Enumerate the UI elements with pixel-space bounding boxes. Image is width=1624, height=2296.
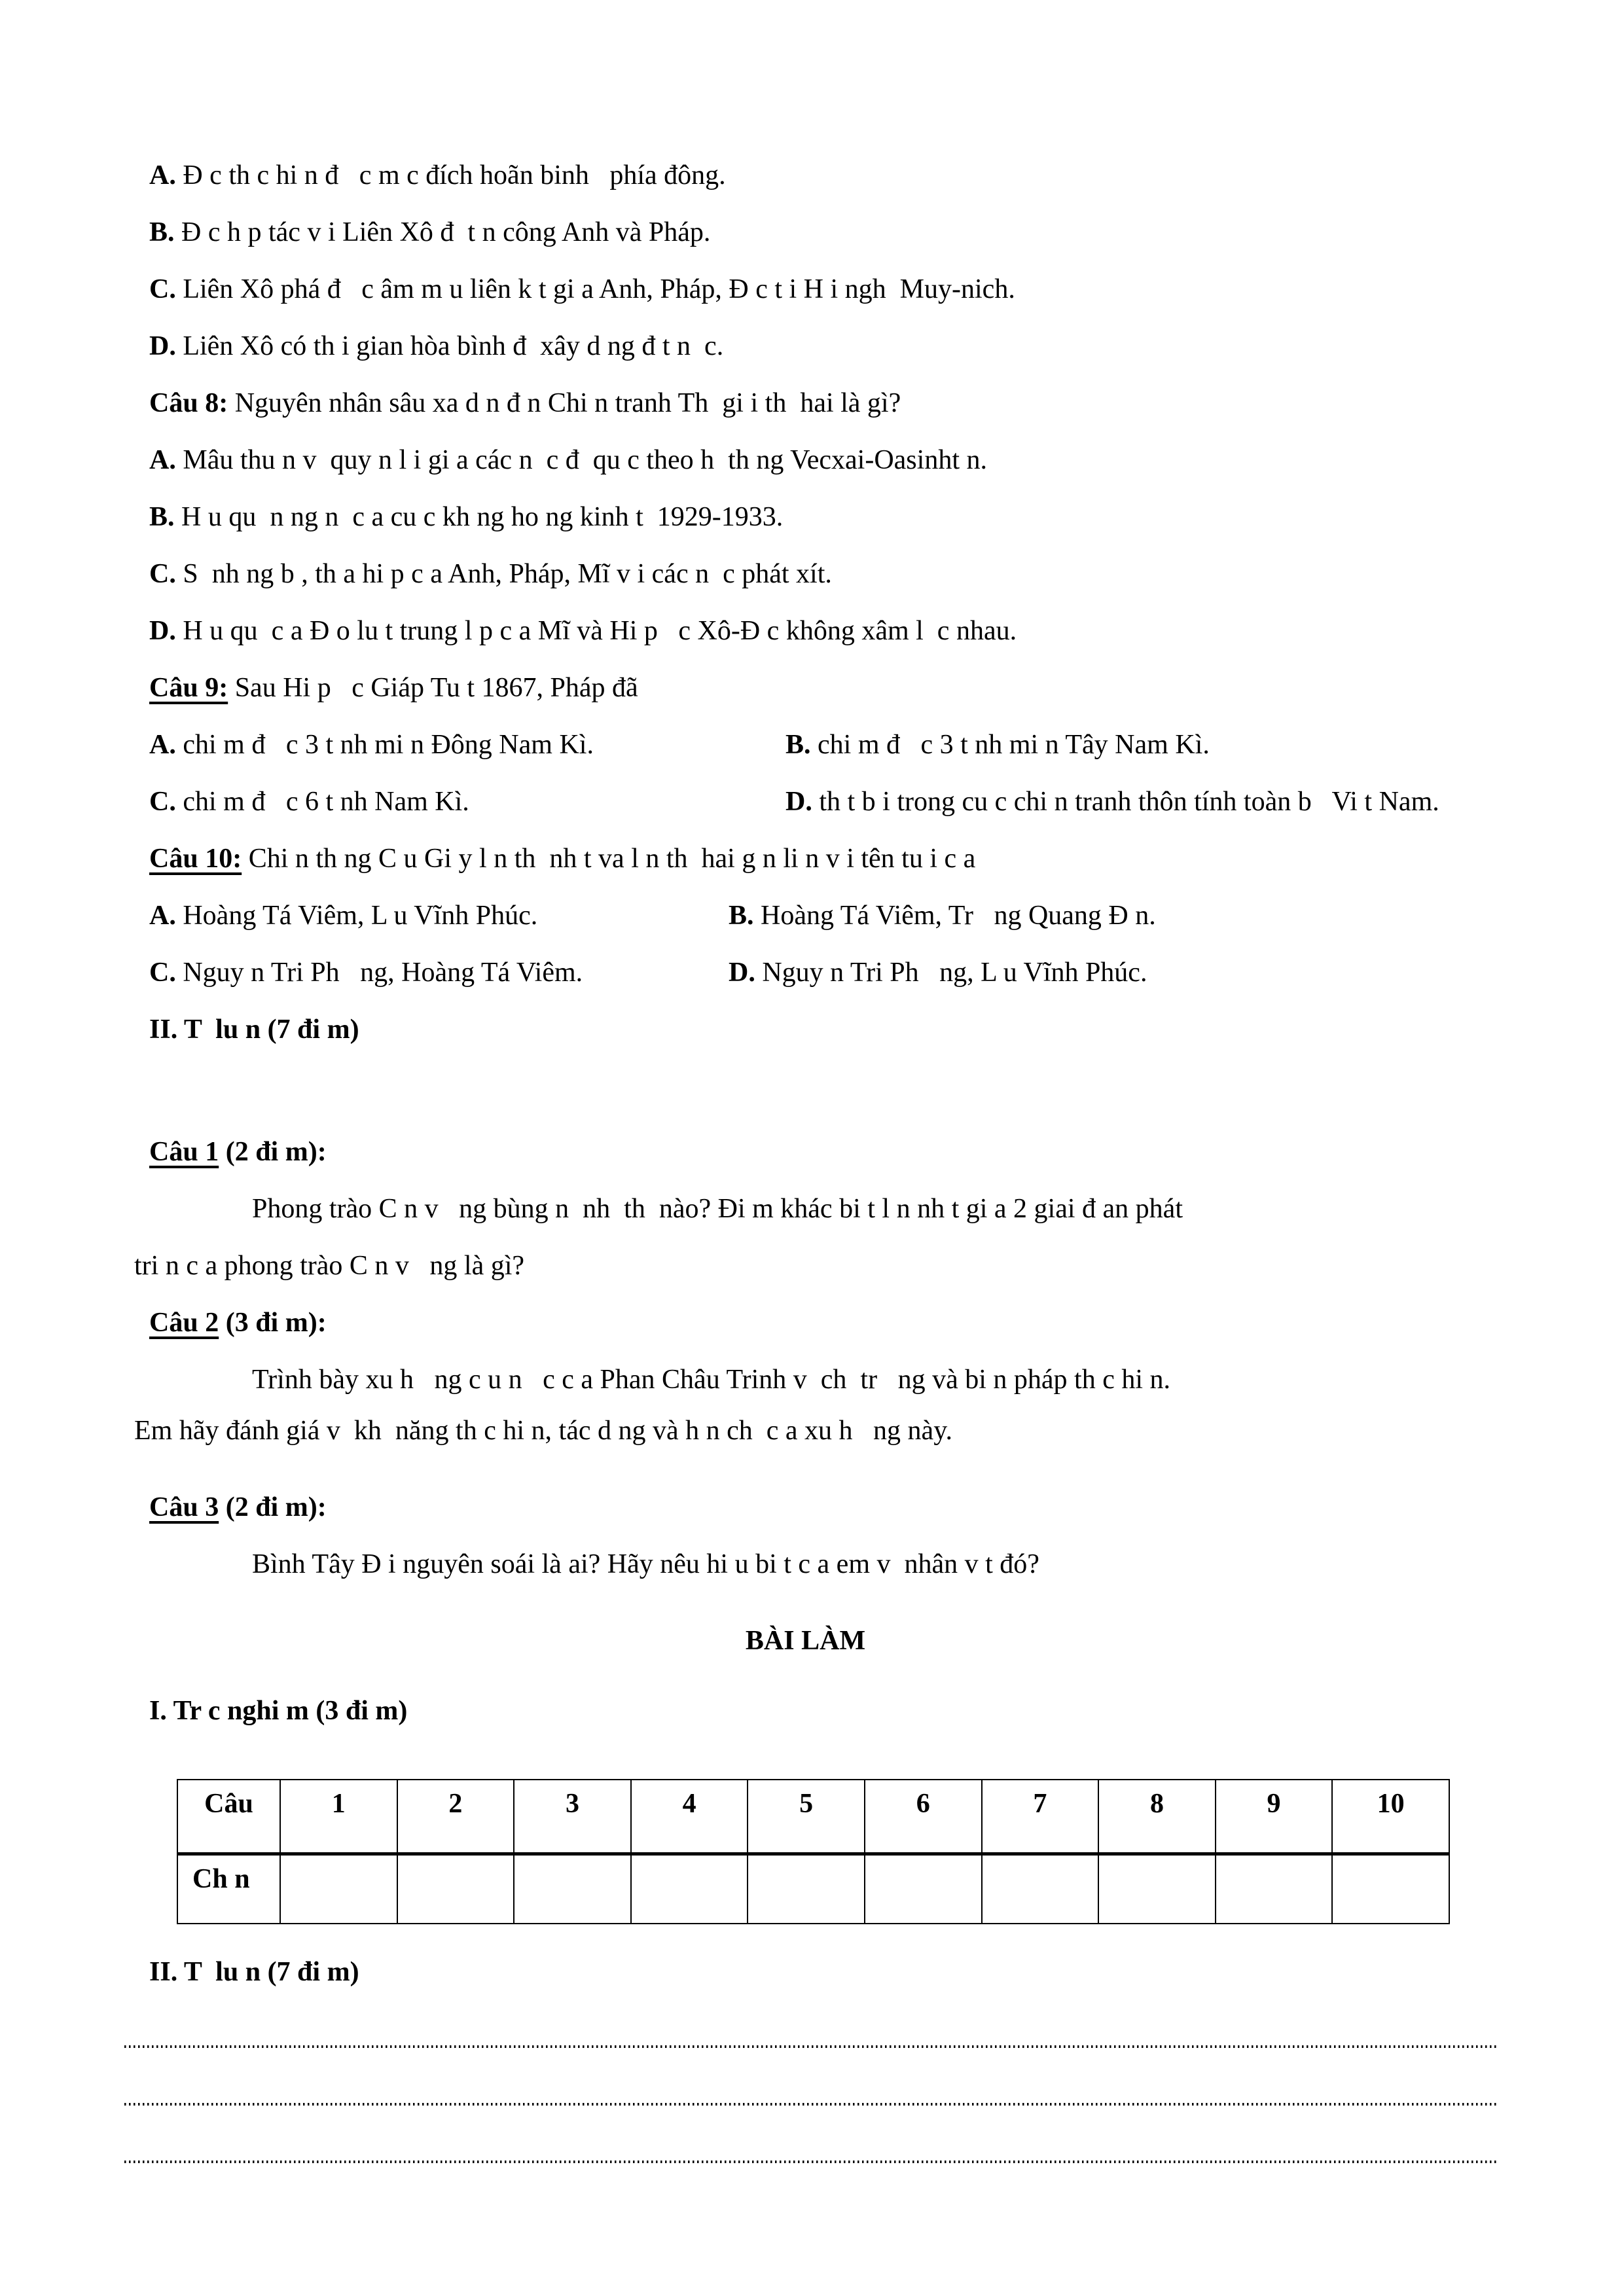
spacer (134, 1453, 1477, 1479)
question-text: Sau Hi p c Giáp Tu t 1867, Pháp đã (228, 673, 638, 703)
table-header-cell: Câu (177, 1780, 280, 1854)
essay-section-heading: II. T lu n (7 đi m) (149, 1014, 359, 1045)
option-text: chi m đ c 3 t nh mi n Đông Nam Kì. (175, 730, 594, 760)
option-label: A. (149, 445, 176, 475)
essay-answer-area (134, 2045, 1477, 2163)
question-points: (2 đi m): (219, 1492, 327, 1522)
option-label: D. (149, 331, 176, 361)
option-second (785, 774, 1439, 831)
option-text: Hoàng Tá Viêm, L u Vĩnh Phúc. (175, 901, 538, 931)
table-header-cell: 8 (1098, 1780, 1216, 1854)
option-text: chi m đ c 3 t nh mi n Tây Nam Kì. (810, 730, 1210, 760)
option-line (149, 147, 1477, 204)
answer-cell (514, 1854, 631, 1924)
option-label: B. (729, 901, 754, 931)
dotted-answer-line (124, 2045, 1499, 2048)
option-label: D. (729, 958, 755, 988)
option-text: Liên Xô phá đ c âm m u liên k t gi a Anh, Pháp, Đ c t i H i ngh Muy-nich. (175, 274, 1015, 304)
dotted-answer-line (124, 2103, 1499, 2106)
option-line (149, 603, 1477, 660)
question-label: Câu 10: (149, 844, 242, 874)
spacer (134, 1924, 1477, 1944)
worksheet-title: BÀI LÀM (745, 1626, 866, 1656)
answer-cell (631, 1854, 748, 1924)
option-text: Mâu thu n v quy n l i gi a các n c đ qu c theo h th ng Vecxai-Oasinht n. (175, 445, 987, 475)
table-row-label: Ch n (177, 1854, 280, 1924)
option-text: H u qu c a Đ o lu t trung l p c a Mĩ và Hi p c Xô-Đ c không xâm l c nhau. (175, 616, 1017, 646)
option-text: th t b i trong cu c chi n tranh thôn tính toàn b Vi t Nam. (812, 787, 1439, 817)
question-label: Câu 2 (149, 1308, 219, 1338)
table-answer-row (177, 1854, 1449, 1924)
answer-table (177, 1779, 1450, 1924)
option-text: Đ c h p tác v i Liên Xô đ t n công Anh và Pháp. (174, 217, 711, 247)
essay-question-2-heading (149, 1295, 1477, 1352)
answer-cell (748, 1854, 865, 1924)
question-line-8 (149, 375, 1477, 432)
option-line-pair (149, 888, 1477, 944)
table-header-cell: 10 (1332, 1780, 1449, 1854)
spacer (134, 1058, 1477, 1124)
option-line (149, 204, 1477, 261)
option-text: H u qu n ng n c a cu c kh ng ho ng kinh t 1929-1933. (174, 502, 784, 532)
question-label: Câu 3 (149, 1492, 219, 1522)
paragraph-line: Em hãy đánh giá v kh năng th c hi n, tác d ng và h n ch c a xu h ng này. (134, 1416, 952, 1446)
question-line-10 (149, 831, 1477, 888)
question-label: Câu 1 (149, 1137, 219, 1167)
table-header-cell: 5 (748, 1780, 865, 1854)
option-text: chi m đ c 6 t nh Nam Kì. (175, 787, 469, 817)
option-text: Nguy n Tri Ph ng, Hoàng Tá Viêm. (175, 958, 583, 988)
option-line (149, 261, 1477, 318)
option-text: Đ c th c hi n đ c m c đích hoãn binh phía đông. (175, 160, 726, 190)
option-label: C. (149, 787, 176, 817)
dotted-answer-line (124, 2161, 1499, 2163)
option-label: C. (149, 274, 176, 304)
answer-cell (865, 1854, 982, 1924)
answer-cell (397, 1854, 514, 1924)
question-line-9 (149, 660, 1477, 717)
option-text: Nguy n Tri Ph ng, L u Vĩnh Phúc. (755, 958, 1147, 988)
answer-cell (1216, 1854, 1333, 1924)
option-line-pair (149, 774, 1477, 831)
option-label: B. (149, 217, 175, 247)
essay-question-1-heading (149, 1124, 1477, 1181)
option-second (729, 944, 1147, 1001)
essay-question-3-heading (149, 1479, 1477, 1536)
option-label: A. (149, 730, 176, 760)
table-header-row (177, 1780, 1449, 1854)
option-line (149, 546, 1477, 603)
option-label: C. (149, 958, 176, 988)
paragraph-line: Bình Tây Đ i nguyên soái là ai? Hãy nêu hi u bi t c a em v nhân v t đó? (252, 1549, 1039, 1579)
option-line (149, 489, 1477, 546)
paragraph-line: Trình bày xu h ng c u n c c a Phan Châu Trinh v ch tr ng và bi n pháp th c hi n. (252, 1365, 1171, 1395)
option-text: Hoàng Tá Viêm, Tr ng Quang Đ n. (753, 901, 1156, 931)
essay-answers-heading: II. T lu n (7 đi m) (149, 1957, 359, 1987)
answer-cell (982, 1854, 1099, 1924)
question-points: (2 đi m): (219, 1137, 327, 1167)
answer-cell (1098, 1854, 1216, 1924)
question-label: Câu 8: (149, 388, 228, 418)
option-label: B. (785, 730, 811, 760)
question-text: Nguyên nhân sâu xa d n đ n Chi n tranh Th gi i th hai là gì? (228, 388, 901, 418)
table-header-cell: 1 (280, 1780, 397, 1854)
table-header-cell: 2 (397, 1780, 514, 1854)
spacer (134, 1593, 1477, 1613)
option-line-pair (149, 944, 1477, 1001)
option-text: S nh ng b , th a hi p c a Anh, Pháp, Mĩ v i các n c phát xít. (175, 559, 832, 589)
table-header-cell: 4 (631, 1780, 748, 1854)
paragraph-line: Phong trào C n v ng bùng n nh th nào? Đi m khác bi t l n nh t gi a 2 giai đ an phát (252, 1194, 1183, 1224)
option-label: A. (149, 901, 176, 931)
table-header-cell: 6 (865, 1780, 982, 1854)
table-header-cell: 7 (982, 1780, 1099, 1854)
option-line-pair (149, 717, 1477, 774)
question-label: Câu 9: (149, 673, 228, 703)
table-header-cell: 9 (1216, 1780, 1333, 1854)
option-label: D. (149, 616, 176, 646)
paragraph-line: tri n c a phong trào C n v ng là gì? (134, 1251, 525, 1281)
option-label: B. (149, 502, 175, 532)
option-text: Liên Xô có th i gian hòa bình đ xây d ng đ t n c. (175, 331, 724, 361)
mc-answers-heading: I. Tr c nghi m (3 đi m) (149, 1696, 408, 1726)
option-second (785, 717, 1210, 774)
option-line (149, 432, 1477, 489)
answer-cell (1332, 1854, 1449, 1924)
option-label: D. (785, 787, 812, 817)
question-text: Chi n th ng C u Gi y l n th nh t va l n th hai g n li n v i tên tu i c a (242, 844, 976, 874)
table-header-cell: 3 (514, 1780, 631, 1854)
option-label: A. (149, 160, 176, 190)
option-label: C. (149, 559, 176, 589)
question-points: (3 đi m): (219, 1308, 327, 1338)
answer-cell (280, 1854, 397, 1924)
option-line (149, 318, 1477, 375)
spacer (134, 1670, 1477, 1683)
option-second (729, 888, 1156, 944)
